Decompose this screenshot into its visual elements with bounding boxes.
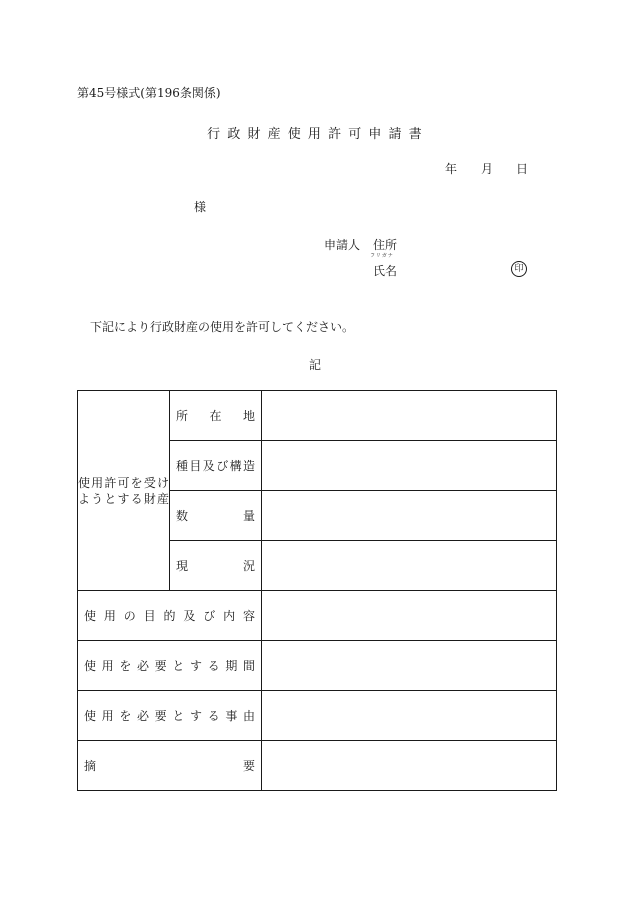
location-label-cell bbox=[170, 391, 262, 441]
condition-label: 現況 bbox=[176, 559, 255, 573]
location-field[interactable] bbox=[262, 391, 557, 441]
location-label: 所在地 bbox=[176, 409, 255, 423]
table-row bbox=[78, 391, 557, 441]
date-day-label: 日 bbox=[516, 162, 529, 176]
reason-label: 使用を必要とする事由 bbox=[84, 709, 255, 723]
purpose-label: 使用の目的及び内容 bbox=[84, 609, 255, 623]
remarks-label-cell bbox=[78, 741, 262, 791]
table-row bbox=[78, 641, 557, 691]
applicant-label: 申請人 bbox=[324, 238, 361, 252]
quantity-label-cell bbox=[170, 491, 262, 541]
furigana-label: フリガナ bbox=[370, 253, 394, 259]
document-title: 行政財産使用許可申請書 bbox=[207, 127, 429, 142]
addressee-suffix: 様 bbox=[194, 200, 207, 214]
seal-mark: 印 bbox=[511, 261, 527, 277]
property-group-label: 使用許可を受けようとする財産 bbox=[78, 475, 169, 506]
remarks-label: 摘要 bbox=[84, 759, 255, 773]
condition-field[interactable] bbox=[262, 541, 557, 591]
name-label: 氏名 bbox=[373, 264, 398, 278]
reason-label-cell bbox=[78, 691, 262, 741]
type-structure-field[interactable] bbox=[262, 441, 557, 491]
property-group-cell bbox=[78, 391, 170, 591]
table-row bbox=[78, 691, 557, 741]
period-field[interactable] bbox=[262, 641, 557, 691]
purpose-label-cell bbox=[78, 591, 262, 641]
quantity-field[interactable] bbox=[262, 491, 557, 541]
reason-field[interactable] bbox=[262, 691, 557, 741]
remarks-field[interactable] bbox=[262, 741, 557, 791]
ki-heading: 記 bbox=[308, 358, 321, 372]
condition-label-cell bbox=[170, 541, 262, 591]
table-row bbox=[78, 741, 557, 791]
type-structure-label-cell bbox=[170, 441, 262, 491]
quantity-label: 数量 bbox=[176, 509, 255, 523]
form-number: 第45号様式(第196条関係) bbox=[77, 86, 221, 100]
purpose-field[interactable] bbox=[262, 591, 557, 641]
period-label-cell bbox=[78, 641, 262, 691]
application-table bbox=[77, 390, 557, 791]
period-label: 使用を必要とする期間 bbox=[84, 659, 255, 673]
type-structure-label: 種目及び構造 bbox=[176, 459, 255, 473]
table-row bbox=[78, 591, 557, 641]
request-text: 下記により行政財産の使用を許可してください。 bbox=[90, 320, 355, 334]
address-label: 住所 bbox=[373, 238, 398, 252]
date-month-label: 月 bbox=[481, 162, 494, 176]
date-year-label: 年 bbox=[445, 162, 458, 176]
